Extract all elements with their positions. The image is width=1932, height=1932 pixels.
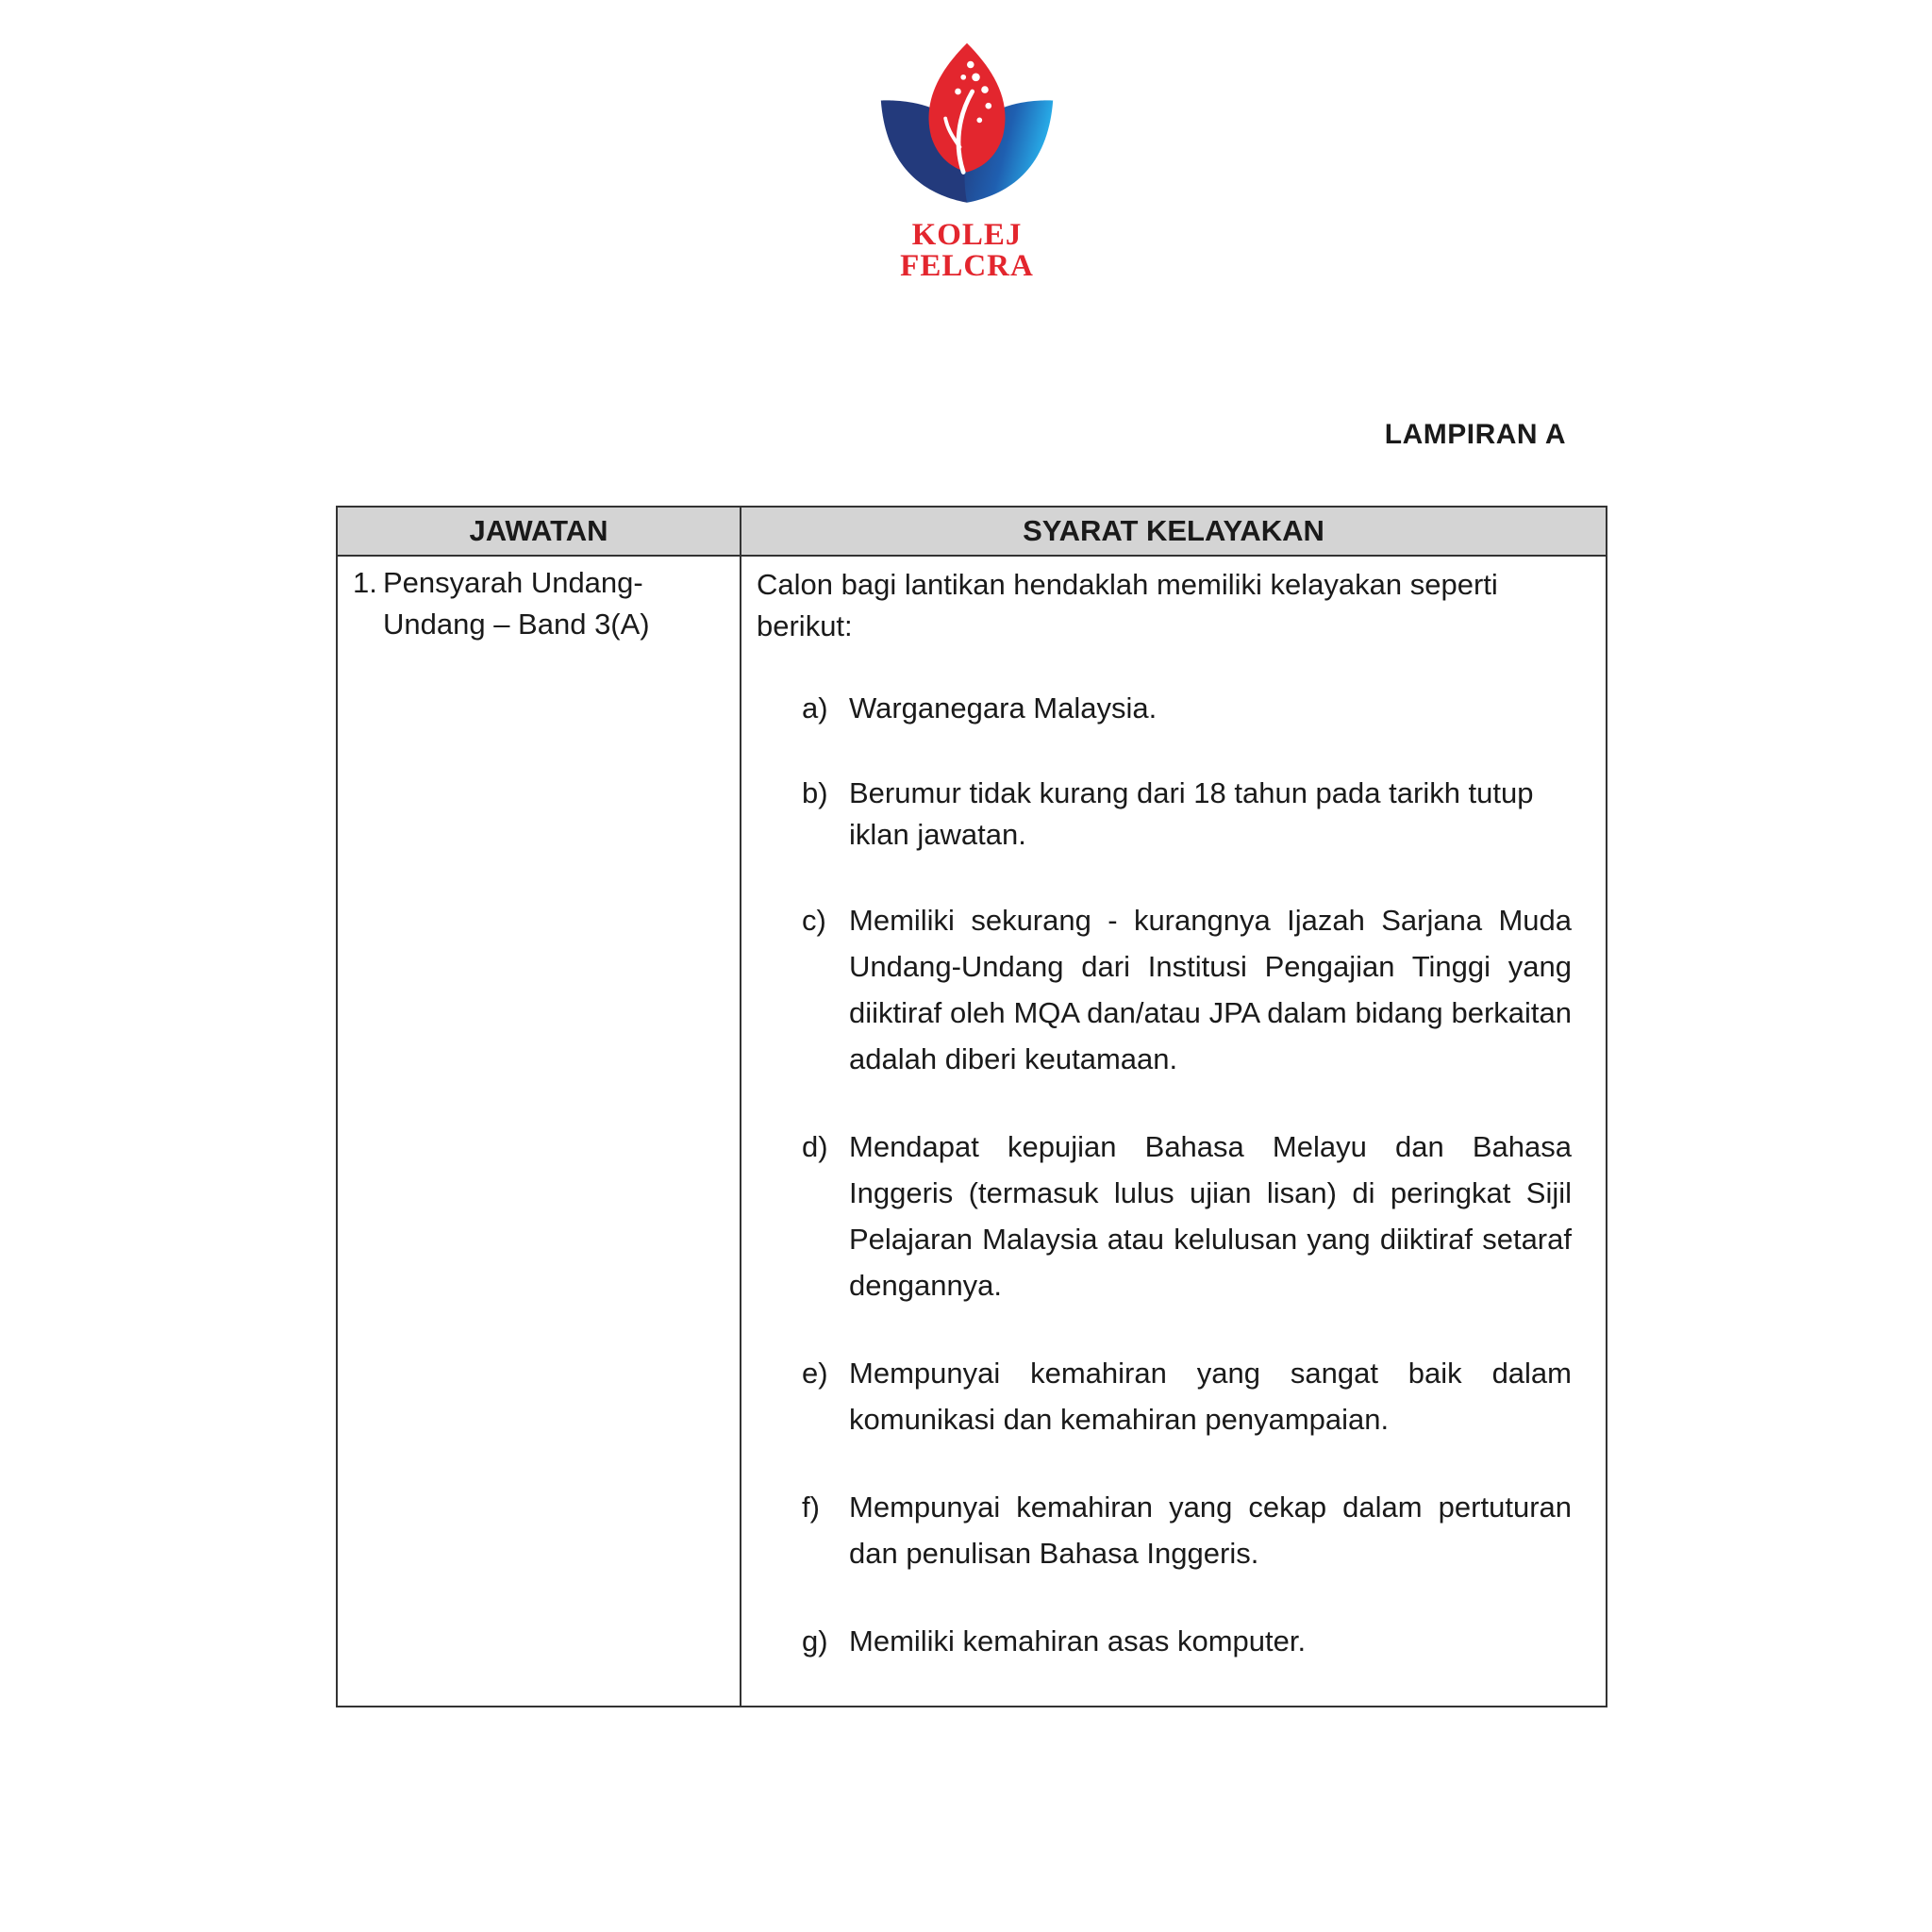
- header-requirements: SYARAT KELAYAKAN: [741, 507, 1607, 556]
- list-item: [802, 685, 1572, 731]
- position-title: Pensyarah Undang-Undang – Band 3(A): [383, 566, 650, 641]
- annex-label: LAMPIRAN A: [1384, 419, 1566, 450]
- requirements-list: [757, 685, 1572, 1664]
- table-header-row: [337, 507, 1607, 556]
- table-row: [337, 556, 1607, 1707]
- list-item-text: Warganegara Malaysia.: [849, 691, 1158, 724]
- list-item-text: Mempunyai kemahiran yang cekap dalam pertuturan dan penulisan Bahasa Inggeris.: [849, 1491, 1572, 1570]
- list-item-label: e): [802, 1357, 828, 1390]
- logo: [849, 38, 1085, 292]
- list-item-label: g): [802, 1624, 828, 1657]
- list-item: [802, 773, 1572, 856]
- list-item-text: Mempunyai kemahiran yang sangat baik dalam komunikasi dan kemahiran penyampaian.: [849, 1357, 1572, 1436]
- logo-text-line2: FELCRA: [900, 249, 1034, 283]
- lotus-logo-icon: [877, 38, 1057, 217]
- requirements-cell: [741, 556, 1607, 1707]
- list-item-text: Memiliki sekurang - kurangnya Ijazah Sarjana Muda Undang-Undang dari Institusi Pengajian Tinggi yang diiktiraf oleh MQA dan/atau JPA dalam bidang berkaitan adalah diberi keutamaan.: [849, 904, 1572, 1075]
- list-item: [802, 897, 1572, 1082]
- requirements-intro: Calon bagi lantikan hendaklah memiliki kelayakan seperti berikut:: [757, 568, 1498, 642]
- list-item-label: d): [802, 1130, 828, 1163]
- list-item: [802, 1350, 1572, 1442]
- list-item: [802, 1484, 1572, 1576]
- list-item-text: Mendapat kepujian Bahasa Melayu dan Bahasa Inggeris (termasuk lulus ujian lisan) di peringkat Sijil Pelajaran Malaysia atau kelulusan yang diiktiraf setaraf dengannya.: [849, 1130, 1572, 1302]
- position-cell: [337, 556, 741, 1707]
- list-item-label: b): [802, 776, 828, 809]
- list-item-text: Memiliki kemahiran asas komputer.: [849, 1624, 1307, 1657]
- list-item-label: a): [802, 691, 828, 724]
- position-number: 1.: [353, 566, 377, 599]
- list-item-label: f): [802, 1491, 820, 1524]
- list-item-text: Berumur tidak kurang dari 18 tahun pada tarikh tutup iklan jawatan.: [849, 776, 1534, 851]
- header-position: JAWATAN: [337, 507, 741, 556]
- logo-text-line1: KOLEJ: [911, 218, 1023, 252]
- list-item: [802, 1124, 1572, 1308]
- requirements-table: [336, 506, 1607, 1707]
- list-item: [802, 1618, 1572, 1664]
- list-item-label: c): [802, 904, 826, 937]
